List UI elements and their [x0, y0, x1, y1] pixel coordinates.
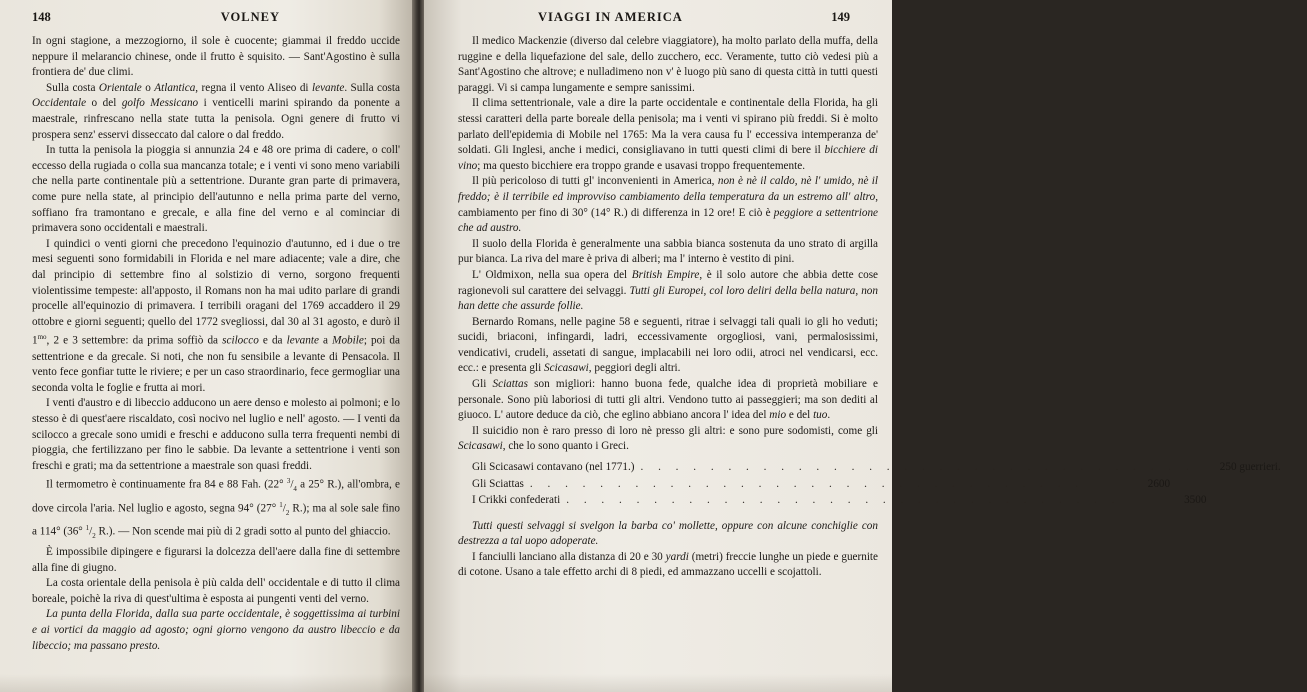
paragraph: Il clima settentrionale, vale a dire la parte occidentale e continentale della Florida, ha gli stessi caratteri della parte boreale della penisola; ma i venti vi spirano più freddi. Si è molto parlato dell'epidemia di Mobile nel 1765: Ma la vera causa fu l' eccessiva intemperanza de' soldati. Gli Inglesi, anche i medici, consigliavano in tutti questi climi di bere il bicchiere di vino; ma questo bicchiere era troppo grande e usavasi troppo frequentemente. — [458, 97, 878, 172]
paragraph: È impossibile dipingere e figurarsi la dolcezza dell'aere dalla fine di settembre alla fine di giugno. — [32, 546, 400, 574]
table-row — [458, 459, 1281, 476]
tribe-name: Gli Scicasawi contavano (nel 1771.) — [472, 461, 635, 474]
left-running-head — [32, 10, 400, 26]
paragraph: Il più pericoloso di tutti gl' inconvenienti in America, non è nè il caldo, nè l' umido, nè il freddo; è il terribile ed improvviso cambiamento della temperatura da un estremo all' altro, cambiamento per fino di 30° (14° R.) di differenza in 12 ore! E ciò è peggiore a settentrione che ad austro. — [458, 175, 878, 235]
table-row — [458, 492, 1207, 509]
right-running-head — [458, 10, 878, 26]
paragraph: Il suicidio non è raro presso di loro nè presso gli altri: e sono pure sodomisti, come gli Scicasawi, che lo sono quanto i Greci. — [458, 424, 878, 453]
paragraph: L' Oldmixon, nella sua opera del British Empire, è il solo autore che abbia dette cose ragionevoli sul carattere dei selvaggi. Tutti gli Europei, col loro deliri della bella natura, non han dette che assurde follie. — [458, 268, 879, 313]
paragraph: I fanciulli lanciano alla distanza di 20 e 30 yardi (metri) freccie lunghe un piede e guernite di cotone. Usano a tale effetto archi di 8 piedi, ed ammazzano uccelli e scojattoli. — [458, 550, 878, 579]
paragraph: La costa orientale della penisola è più calda dell' occidentale e di tutto il clima boreale, poichè la riva di quest'ultima è esposta ai pungenti venti del verno. — [32, 577, 400, 605]
book-gutter — [412, 0, 424, 692]
leader-dots: . . . . . . . . . . . . . . . . . . . . . . . . . . . . . . . . — [566, 494, 1121, 507]
warrior-count: 3500 — [1184, 494, 1207, 507]
running-title: VOLNEY — [220, 10, 280, 24]
paragraph: In ogni stagione, a mezzogiorno, il sole è cuocente; giammai il freddo uccide neppure il melarancio chinese, onde il frutto è squisito. — Sant'Agostino è sulla frontiera de' due climi. — [32, 35, 400, 79]
paragraph: In tutta la penisola la pioggia si annunzia 24 e 48 ore prima di cadere, o coll' eccesso della rugiada o colla sua mancanza totale; e i venti vi sono meno variabili che nella parte continentale più a settentrione. Durante gran parte di primavera, come pure nella state, al principio dell'autunno e nella prima parte del verno, soffiano fra tramontano e grecale, e alla fine del verno e al cominciar di primavera sono occidentali e maestrali. — [32, 144, 400, 235]
paragraph: I quindici o venti giorni che precedono l'equinozio d'autunno, ed i due o tre mesi seguenti sono formidabili in Florida e nel mare adiacente; vale a dire, che dal principio di settembre fino al solstizio di verno, sorgono frequenti violentissime tempeste: all'apposto, il Romans non ha mai udito parlare di grandi procelle all'equinozio di primavera. I terribili oragani del 1769 accaddero il 29 ottobre e giorni seguenti; quello del 1772 svegliossi, dal 30 al 31 agosto, e durò il $1^{mo}$, 2 e 3 settembre: da prima soffiò da scilocco e da levante a Mobile; poi da settentrione e da grecale. Si noti, che non fu sensibile a levante di Pensacola. Il vento fece gonfiar tutte le riviere; e per un caso straordinario, fece germogliar una seconda volta le foglie e frutta ai mori. — [32, 237, 400, 394]
right-page-body-top — [458, 34, 878, 455]
warrior-count: 250 guerrieri. — [1219, 461, 1281, 474]
tribe-name: I Crikki confederati — [472, 494, 561, 507]
running-title: VIAGGI IN AMERICA — [538, 10, 683, 24]
paragraph: Gli Sciattas son migliori: hanno buona fede, qualche idea di proprietà mobiliare e personale. Sono più laboriosi di tutti gli altri. Vendono tutto ai passeggieri; ma son dediti al giuoco. L' autore deduce da ciò, che eglino abbiano ancora l' idea del mio e del tuo. — [458, 378, 879, 422]
leader-dots: . . . . . . . . . . . . . . . . . . . . . . . . . . . . . . . . — [529, 477, 1085, 490]
left-page-body — [32, 34, 400, 654]
paragraph: La punta della Florida, dalla sua parte occidentale, è soggettissima ai turbini e ai vortici da maggio ad agosto; ogni giorno vengono da austro libeccio e da libeccio; ma passano presto. — [32, 608, 400, 652]
paragraph: I venti d'austro e di libeccio adducono un aere denso e molesto ai polmoni; e lo stesso è di quest'aere riscaldato, così nocivo nel luglio e nell' agosto. — I venti da scilocco a grecale sono umidi e freschi e adducono sulla terra frequenti nembi di pioggia, che fertilizzano per fino le sabbie. Da levante a settentrione i venti son freschi e grati; ma da settentrione a maestrale son quasi freddi. — [32, 397, 401, 472]
warrior-count: 2600 — [1147, 477, 1171, 490]
left-page — [0, 0, 412, 692]
leader-dots: . . . . . . . . . . . . . . . . . . . . . . . . . . . . . . . . — [640, 461, 1195, 474]
population-table — [458, 459, 1281, 509]
table-row — [458, 476, 1171, 493]
paragraph: Il medico Mackenzie (diverso dal celebre viaggiatore), ha molto parlato della muffa, della ruggine e della liquefazione del sale, dello zucchero, ecc. Veramente, tutto ciò vedesi più a Sant'Agostino che altrove; e nulladimeno non v' è luogo più sano di questa città in tutti questi paraggi. Vi si campa lungamente e sempre sanissimi. — [458, 35, 878, 94]
paragraph: Bernardo Romans, nelle pagine 58 e seguenti, ritrae i selvaggi tali quali io gli ho veduti; sucidi, briaconi, infingardi, ladri, eccessivamente orgogliosi, vani, permalosissimi, vendicativi, crudeli, assetati di sangue, implacabili nei loro odii, atroci nel vendicarsi, ecc. ecc.: e presenta gli Scicasawi, peggiori degli altri. — [458, 315, 878, 375]
right-page-body-bottom — [458, 519, 878, 581]
paragraph: Il termometro è continuamente fra 84 e 88 Fah. (22° $^3/_4$ a 25° R.), all'ombra, e dove circola l'aria. Nel luglio e agosto, segna 94° (27° $^1/_2$ R.); ma al sole sale fino a 114° (36° $^1/_2$ R.). — Non scende mai più di 2 gradi sotto al punto del ghiaccio. — [32, 477, 400, 541]
page-number: 148 — [32, 10, 51, 24]
paragraph: Il suolo della Florida è generalmente una sabbia bianca sostenuta da uno strato di argilla pur bianca. La riva del mare è priva di alberi; ma l' interno è vestito di pini. — [458, 237, 878, 266]
paragraph: Sulla costa Orientale o Atlantica, regna il vento Aliseo di levante. Sulla costa Occidentale o del golfo Messicano i venticelli marini spirando da ponente a maestrale, rinfrescano nella state tutta la penisola. Ogni genere di frutto vi prospera senz' esservi disseccato dal calore o dal freddo. — [32, 81, 401, 141]
paragraph: Tutti questi selvaggi si svelgon la barba co' mollette, oppure con alcune conchiglie con destrezza a tal uopo adoperate. — [458, 519, 878, 548]
right-page — [424, 0, 1281, 692]
page-number: 149 — [831, 10, 850, 24]
tribe-name: Gli Sciattas — [472, 477, 524, 490]
